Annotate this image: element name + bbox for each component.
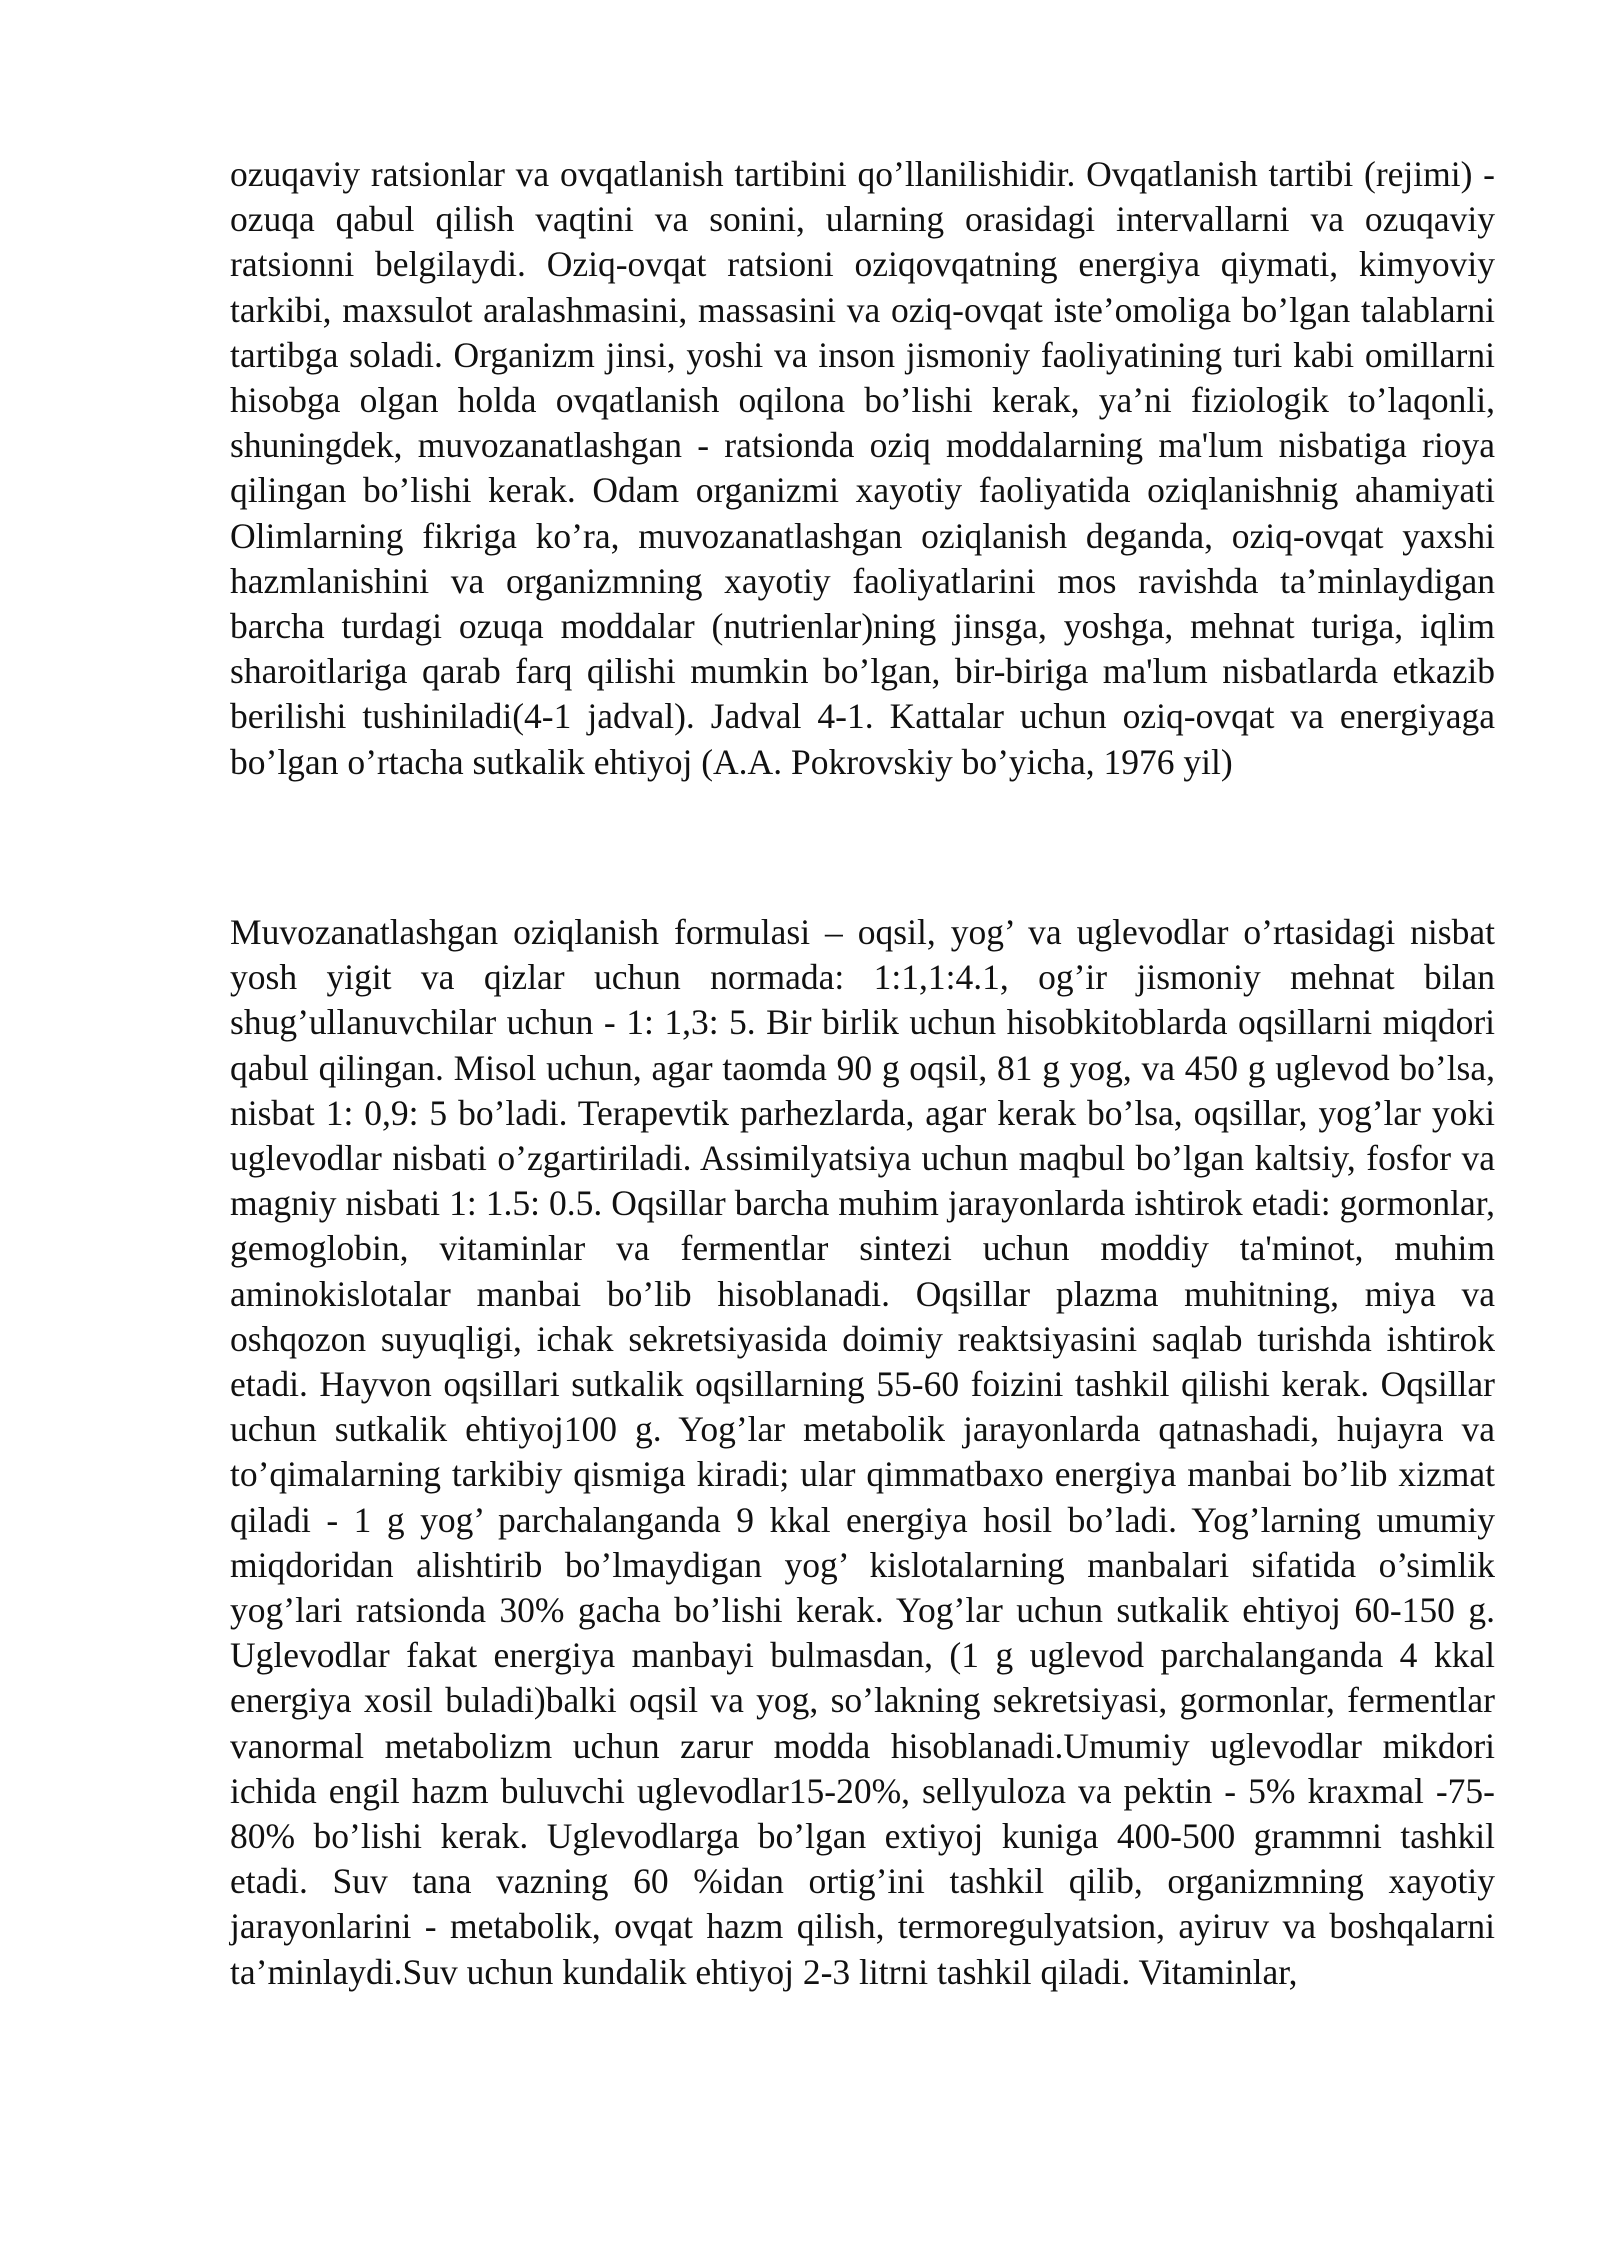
body-paragraph: ozuqaviy ratsionlar va ovqatlanish tartibini qo’llanilishidir. Ovqatlanish tartibi (rejimi) - ozuqa qabul qilish vaqtini va sonini, ularning orasidagi intervallarni va ozuqaviy ratsionni belgilaydi. Oziq-ovqat ratsioni oziqovqatning energiya qiymati, kimyoviy tarkibi, maxsulot aralashmasini, massasini va oziq-ovqat iste’omoliga bo’lgan talablarni tartibga soladi. Organizm jinsi, yoshi va inson jismoniy faoliyatining turi kabi omillarni hisobga olgan holda ovqatlanish oqilona bo’lishi kerak, ya’ni fiziologik to’laqonli, shuningdek, muvozanatlashgan - ratsionda oziq moddalarning ma'lum nisbatiga rioya qilingan bo’lishi kerak. Odam organizmi xayotiy faoliyatida oziqlanishnig ahamiyati Olimlarning fikriga ko’ra, muvozanatlashgan oziqlanish deganda, oziq-ovqat yaxshi hazmlanishini va organizmning xayotiy faoliyatlarini mos ravishda ta’minlaydigan barcha turdagi ozuqa moddalar (nutrienlar)ning jinsga, yoshga, mehnat turiga, iqlim sharoitlariga qarab farq qilishi mumkin bo’lgan, bir-biriga ma'lum nisbatlarda etkazib berilishi tushiniladi(4-1 jadval). Jadval 4-1. Kattalar uchun oziq-ovqat va energiyaga bo’lgan o’rtacha sutkalik ehtiyoj (A.A. Pokrovskiy bo’yicha, 1976 yil) [230,154,1495,782]
body-paragraph: Muvozanatlashgan oziqlanish formulasi – oqsil, yog’ va uglevodlar o’rtasidagi nisbat yosh yigit va qizlar uchun normada: 1:1,1:4.1, og’ir jismoniy mehnat bilan shug’ullanuvchilar uchun - 1: 1,3: 5. Bir birlik uchun hisobkitoblarda oqsillarni miqdori qabul qilingan. Misol uchun, agar taomda 90 g oqsil, 81 g yog, va 450 g uglevod bo’lsa, nisbat 1: 0,9: 5 bo’ladi. Terapevtik parhezlarda, agar kerak bo’lsa, oqsillar, yog’lar yoki uglevodlar nisbati o’zgartiriladi. Assimilyatsiya uchun maqbul bo’lgan kaltsiy, fosfor va magniy nisbati 1: 1.5: 0.5. Oqsillar barcha muhim jarayonlarda ishtirok etadi: gormonlar, gemoglobin, vitaminlar va fermentlar sintezi uchun moddiy ta'minot, muhim aminokislotalar manbai bo’lib hisoblanadi. Oqsillar plazma muhitning, miya va oshqozon suyuqligi, ichak sekretsiyasida doimiy reaktsiyasini saqlab turishda ishtirok etadi. Hayvon oqsillari sutkalik oqsillarning 55-60 foizini tashkil qilishi kerak. Oqsillar uchun sutkalik ehtiyoj100 g. Yog’lar metabolik jarayonlarda qatnashadi, hujayra va to’qimalarning tarkibiy qismiga kiradi; ular qimmatbaxo energiya manbai bo’lib xizmat qiladi - 1 g yog’ parchalanganda 9 kkal energiya hosil bo’ladi. Yog’larning umumiy miqdoridan alishtirib bo’lmaydigan yog’ kislotalarning manbalari sifatida o’simlik yog’lari ratsionda 30% gacha bo’lishi kerak. Yog’lar uchun sutkalik ehtiyoj 60-150 g. Uglevodlar fakat energiya manbayi bulmasdan, (1 g uglevod parchalanganda 4 kkal energiya xosil buladi)balki oqsil va yog, so’lakning sekretsiyasi, gormonlar, fermentlar vanormal metabolizm uchun zarur modda hisoblanadi.Umumiy uglevodlar mikdori ichida engil hazm buluvchi uglevodlar15-20%, sellyuloza va pektin - 5% kraxmal -75-80% bo’lishi kerak. Uglevodlarga bo’lgan extiyoj kuniga 400-500 grammni tashkil etadi. Suv tana vazning 60 %idan ortig’ini tashkil qilib, organizmning xayotiy jarayonlarini - metabolik, ovqat hazm qilish, termoregulyatsion, ayiruv va boshqalarni ta’minlaydi.Suv uchun kundalik ehtiyoj 2-3 litrni tashkil qiladi. Vitaminlar, [230,912,1495,1992]
